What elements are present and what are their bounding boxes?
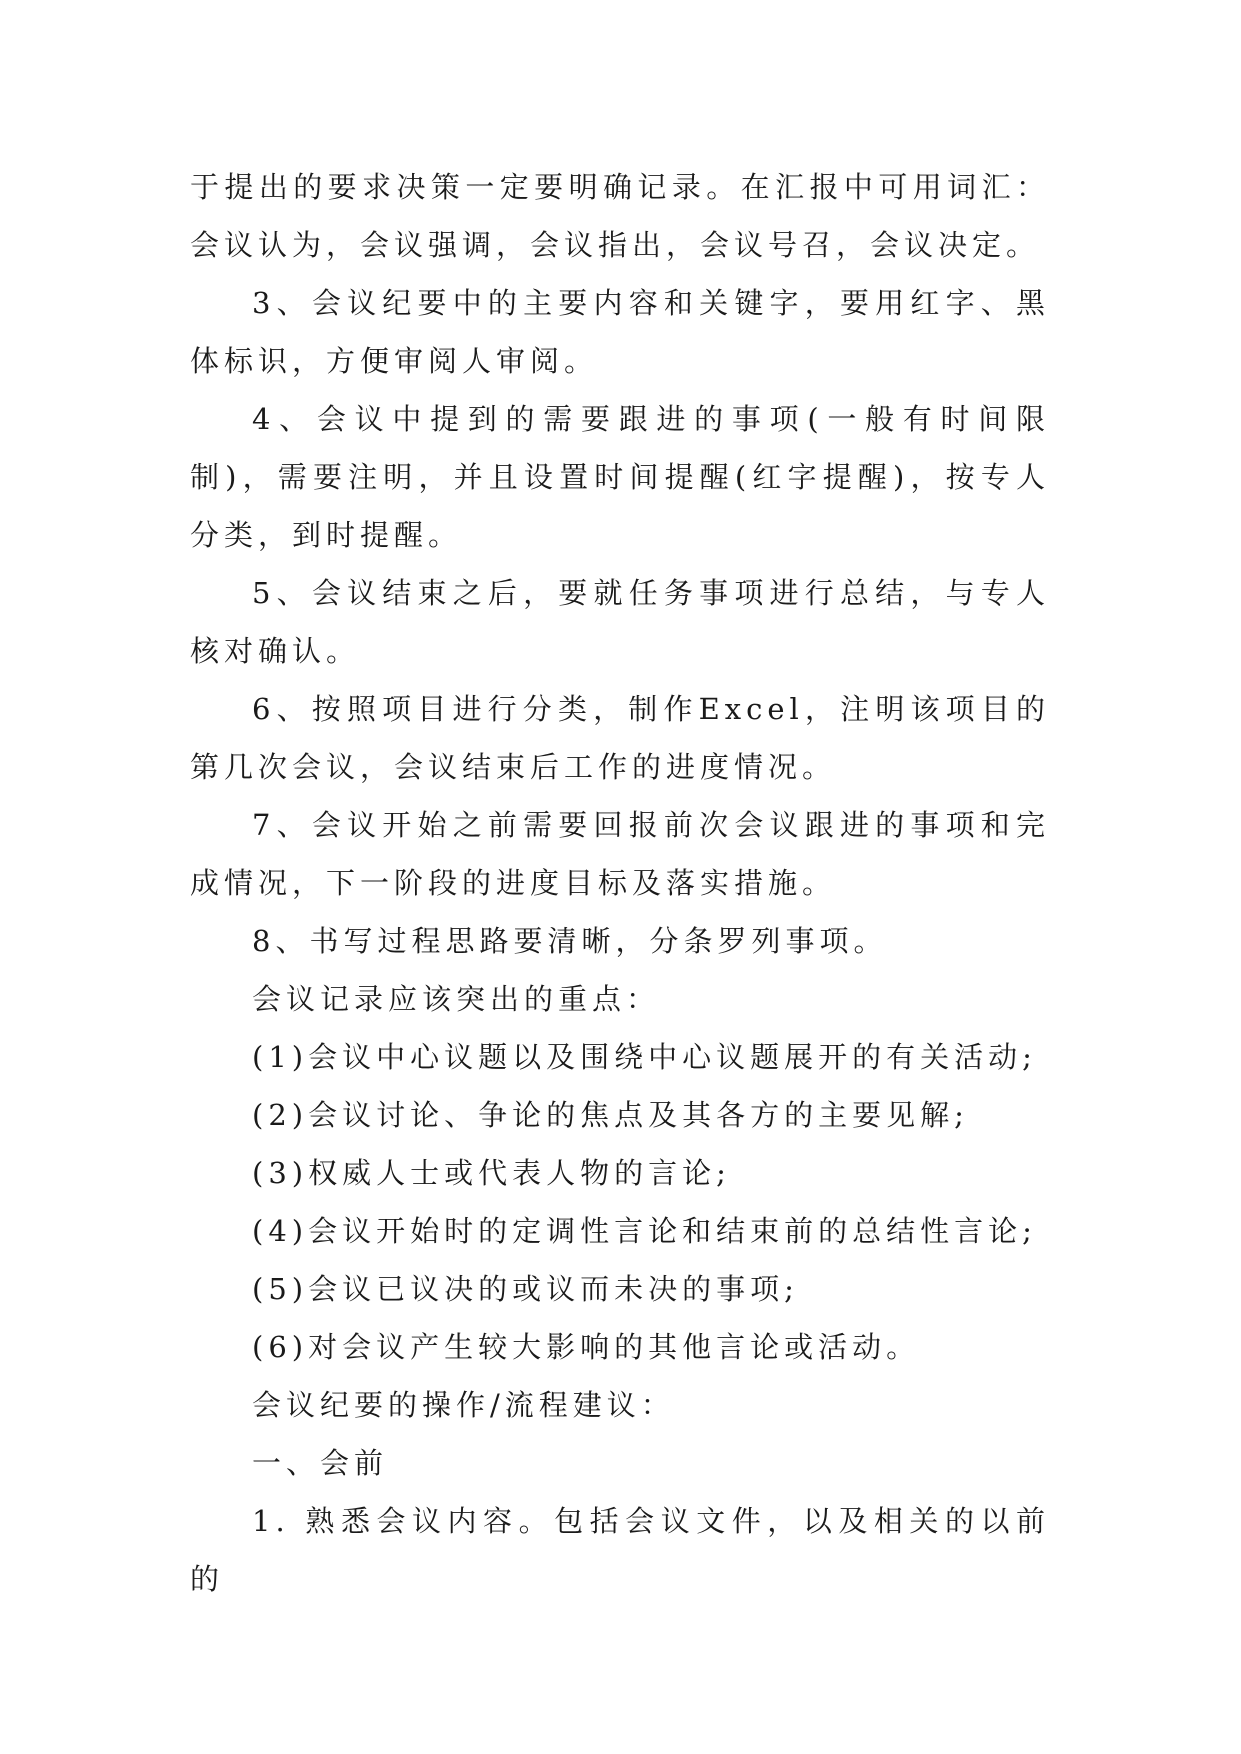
- key-point-5: (5)会议已议决的或议而未决的事项;: [252, 1272, 799, 1306]
- paragraph-continuation: 于提出的要求决策一定要明确记录。在汇报中可用词汇：会议认为，会议强调，会议指出，会议号召，会议决定。: [190, 170, 1050, 262]
- section-heading-key-points: 会议记录应该突出的重点：: [252, 982, 661, 1016]
- paragraph-item-3: 3、会议纪要中的主要内容和关键字，要用红字、黑体标识，方便审阅人审阅。: [190, 286, 1050, 378]
- key-point-1: (1)会议中心议题以及围绕中心议题展开的有关活动;: [252, 1040, 1037, 1074]
- key-point-6: (6)对会议产生较大影响的其他言论或活动。: [252, 1330, 921, 1364]
- key-point-3: (3)权威人士或代表人物的言论;: [252, 1156, 731, 1190]
- key-point-2: (2)会议讨论、争论的焦点及其各方的主要见解;: [252, 1098, 969, 1132]
- workflow-step-1: 1. 熟悉会议内容。包括会议文件，以及相关的以前的: [190, 1504, 1050, 1596]
- section-heading-workflow: 会议纪要的操作/流程建议：: [252, 1388, 675, 1422]
- paragraph-item-7: 7、会议开始之前需要回报前次会议跟进的事项和完成情况，下一阶段的进度目标及落实措施。: [190, 808, 1050, 900]
- paragraph-item-5: 5、会议结束之后，要就任务事项进行总结，与专人核对确认。: [190, 576, 1050, 668]
- key-point-4: (4)会议开始时的定调性言论和结束前的总结性言论;: [252, 1214, 1037, 1248]
- paragraph-item-8: 8、书写过程思路要清晰，分条罗列事项。: [252, 924, 888, 958]
- subsection-heading-before-meeting: 一、会前: [252, 1446, 389, 1480]
- document-body: [190, 158, 1050, 1608]
- paragraph-item-4: 4、会议中提到的需要跟进的事项(一般有时间限制)，需要注明，并且设置时间提醒(红字提醒)，按专人分类，到时提醒。: [190, 402, 1050, 552]
- paragraph-item-6: 6、按照项目进行分类，制作Excel，注明该项目的第几次会议，会议结束后工作的进度情况。: [190, 692, 1050, 784]
